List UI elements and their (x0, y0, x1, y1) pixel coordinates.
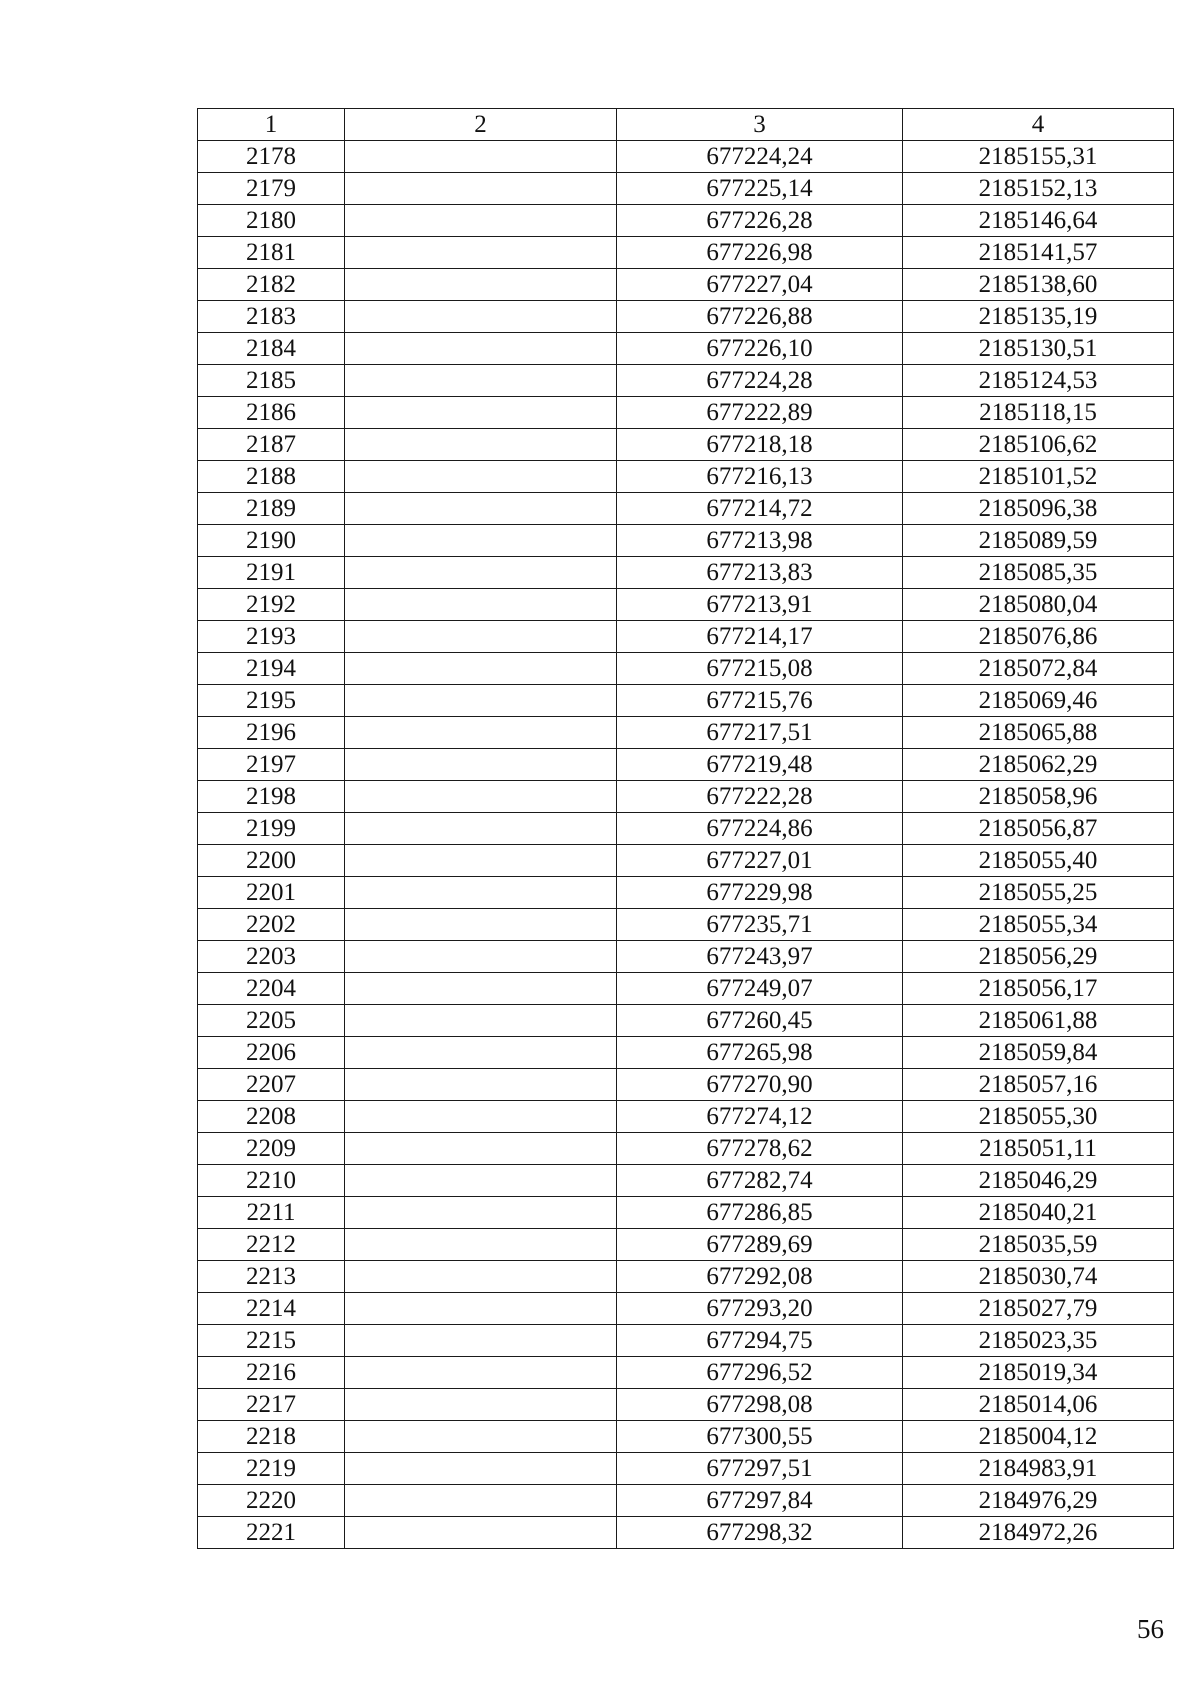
table-header (198, 109, 1174, 141)
table-cell-col-1: 2193 (198, 621, 345, 653)
table-cell-col-2 (345, 1453, 617, 1485)
table-row (198, 909, 1174, 941)
table-cell-col-3: 677282,74 (617, 1165, 903, 1197)
table-cell-col-2 (345, 781, 617, 813)
table-cell-col-1: 2207 (198, 1069, 345, 1101)
table-cell-col-2 (345, 1069, 617, 1101)
table-cell-col-4: 2185059,84 (903, 1037, 1174, 1069)
table-cell-col-2 (345, 877, 617, 909)
table-cell-col-1: 2191 (198, 557, 345, 589)
table-cell-col-3: 677225,14 (617, 173, 903, 205)
table-cell-col-3: 677296,52 (617, 1357, 903, 1389)
table-cell-col-2 (345, 1229, 617, 1261)
table-row (198, 781, 1174, 813)
table-cell-col-1: 2183 (198, 301, 345, 333)
page-number: 56 (1137, 1614, 1164, 1644)
table-row (198, 653, 1174, 685)
table-cell-col-4: 2185155,31 (903, 141, 1174, 173)
table-row (198, 333, 1174, 365)
table-cell-col-1: 2195 (198, 685, 345, 717)
table-cell-col-2 (345, 973, 617, 1005)
table-row (198, 1261, 1174, 1293)
table-cell-col-4: 2185014,06 (903, 1389, 1174, 1421)
table-cell-col-1: 2209 (198, 1133, 345, 1165)
table-cell-col-3: 677213,91 (617, 589, 903, 621)
table-row (198, 1293, 1174, 1325)
table-cell-col-4: 2185061,88 (903, 1005, 1174, 1037)
table-cell-col-2 (345, 653, 617, 685)
table-cell-col-2 (345, 429, 617, 461)
table-cell-col-3: 677293,20 (617, 1293, 903, 1325)
table-cell-col-2 (345, 269, 617, 301)
table-cell-col-2 (345, 333, 617, 365)
table-row (198, 557, 1174, 589)
table-cell-col-3: 677222,28 (617, 781, 903, 813)
table-cell-col-4: 2185040,21 (903, 1197, 1174, 1229)
table-cell-col-1: 2217 (198, 1389, 345, 1421)
table-cell-col-2 (345, 557, 617, 589)
header-col-2: 2 (345, 109, 617, 141)
table-cell-col-2 (345, 1261, 617, 1293)
table-cell-col-4: 2185152,13 (903, 173, 1174, 205)
table-cell-col-3: 677216,13 (617, 461, 903, 493)
table-row (198, 365, 1174, 397)
table-cell-col-1: 2221 (198, 1517, 345, 1549)
table-cell-col-1: 2187 (198, 429, 345, 461)
table-row (198, 685, 1174, 717)
table-cell-col-4: 2185146,64 (903, 205, 1174, 237)
table-row (198, 141, 1174, 173)
table-cell-col-1: 2197 (198, 749, 345, 781)
table-cell-col-1: 2211 (198, 1197, 345, 1229)
table-cell-col-1: 2214 (198, 1293, 345, 1325)
table-row (198, 749, 1174, 781)
table-cell-col-3: 677222,89 (617, 397, 903, 429)
table-cell-col-1: 2206 (198, 1037, 345, 1069)
table-cell-col-3: 677214,72 (617, 493, 903, 525)
table-row (198, 525, 1174, 557)
table-cell-col-3: 677226,10 (617, 333, 903, 365)
table-cell-col-1: 2219 (198, 1453, 345, 1485)
table-row (198, 1037, 1174, 1069)
table-cell-col-2 (345, 717, 617, 749)
table-row (198, 1229, 1174, 1261)
table-cell-col-3: 677298,08 (617, 1389, 903, 1421)
table-cell-col-2 (345, 1133, 617, 1165)
table-cell-col-1: 2192 (198, 589, 345, 621)
table-row (198, 1517, 1174, 1549)
table-cell-col-4: 2185106,62 (903, 429, 1174, 461)
table-cell-col-1: 2180 (198, 205, 345, 237)
table-cell-col-3: 677224,24 (617, 141, 903, 173)
table-cell-col-2 (345, 1517, 617, 1549)
table-cell-col-1: 2182 (198, 269, 345, 301)
table-cell-col-1: 2200 (198, 845, 345, 877)
table-cell-col-2 (345, 749, 617, 781)
table-cell-col-2 (345, 397, 617, 429)
table-cell-col-3: 677292,08 (617, 1261, 903, 1293)
header-col-3: 3 (617, 109, 903, 141)
table-cell-col-2 (345, 1421, 617, 1453)
table-cell-col-3: 677215,08 (617, 653, 903, 685)
table-cell-col-3: 677227,04 (617, 269, 903, 301)
table-cell-col-1: 2184 (198, 333, 345, 365)
table-cell-col-4: 2185055,30 (903, 1101, 1174, 1133)
table-cell-col-1: 2178 (198, 141, 345, 173)
table-cell-col-4: 2185019,34 (903, 1357, 1174, 1389)
table-row (198, 493, 1174, 525)
table-row (198, 205, 1174, 237)
table-cell-col-4: 2185055,40 (903, 845, 1174, 877)
table-row (198, 941, 1174, 973)
table-cell-col-2 (345, 1357, 617, 1389)
table-cell-col-2 (345, 685, 617, 717)
table-cell-col-4: 2185080,04 (903, 589, 1174, 621)
table-cell-col-4: 2185056,29 (903, 941, 1174, 973)
table-cell-col-1: 2203 (198, 941, 345, 973)
table-cell-col-4: 2184983,91 (903, 1453, 1174, 1485)
table-row (198, 877, 1174, 909)
table-cell-col-4: 2185027,79 (903, 1293, 1174, 1325)
table-cell-col-1: 2216 (198, 1357, 345, 1389)
table-cell-col-4: 2185056,17 (903, 973, 1174, 1005)
table-row (198, 589, 1174, 621)
table-cell-col-3: 677224,86 (617, 813, 903, 845)
table-cell-col-3: 677289,69 (617, 1229, 903, 1261)
table-cell-col-2 (345, 173, 617, 205)
table-cell-col-3: 677226,98 (617, 237, 903, 269)
table-cell-col-1: 2190 (198, 525, 345, 557)
table-cell-col-4: 2185055,34 (903, 909, 1174, 941)
table-cell-col-4: 2185135,19 (903, 301, 1174, 333)
table-cell-col-2 (345, 1165, 617, 1197)
table-cell-col-2 (345, 205, 617, 237)
table-cell-col-2 (345, 845, 617, 877)
table-cell-col-2 (345, 525, 617, 557)
table-cell-col-3: 677249,07 (617, 973, 903, 1005)
table-row (198, 1005, 1174, 1037)
table-cell-col-2 (345, 237, 617, 269)
table-row (198, 1357, 1174, 1389)
table-cell-col-2 (345, 461, 617, 493)
table-cell-col-1: 2198 (198, 781, 345, 813)
table-cell-col-3: 677298,32 (617, 1517, 903, 1549)
table-row (198, 973, 1174, 1005)
table-cell-col-1: 2189 (198, 493, 345, 525)
table-cell-col-1: 2185 (198, 365, 345, 397)
table-cell-col-3: 677286,85 (617, 1197, 903, 1229)
table-cell-col-4: 2185089,59 (903, 525, 1174, 557)
table-cell-col-3: 677217,51 (617, 717, 903, 749)
table-cell-col-3: 677227,01 (617, 845, 903, 877)
table-cell-col-1: 2220 (198, 1485, 345, 1517)
table-cell-col-4: 2185055,25 (903, 877, 1174, 909)
table-cell-col-1: 2204 (198, 973, 345, 1005)
table-cell-col-3: 677270,90 (617, 1069, 903, 1101)
table-cell-col-3: 677265,98 (617, 1037, 903, 1069)
table-cell-col-1: 2186 (198, 397, 345, 429)
table-cell-col-2 (345, 1037, 617, 1069)
table-cell-col-4: 2185118,15 (903, 397, 1174, 429)
table-cell-col-2 (345, 909, 617, 941)
table-cell-col-3: 677235,71 (617, 909, 903, 941)
table-row (198, 1069, 1174, 1101)
table-cell-col-4: 2185138,60 (903, 269, 1174, 301)
table-cell-col-2 (345, 813, 617, 845)
table-cell-col-4: 2185004,12 (903, 1421, 1174, 1453)
table-cell-col-3: 677214,17 (617, 621, 903, 653)
table-row (198, 301, 1174, 333)
table-row (198, 1165, 1174, 1197)
coordinates-table (197, 108, 1174, 1549)
table-cell-col-1: 2199 (198, 813, 345, 845)
table-cell-col-4: 2184972,26 (903, 1517, 1174, 1549)
table-cell-col-4: 2185062,29 (903, 749, 1174, 781)
table-cell-col-3: 677226,88 (617, 301, 903, 333)
table-cell-col-1: 2194 (198, 653, 345, 685)
table-cell-col-4: 2185141,57 (903, 237, 1174, 269)
table-body (198, 141, 1174, 1549)
table-cell-col-4: 2185101,52 (903, 461, 1174, 493)
table-cell-col-2 (345, 941, 617, 973)
table-cell-col-3: 677226,28 (617, 205, 903, 237)
table-cell-col-1: 2218 (198, 1421, 345, 1453)
table-cell-col-1: 2201 (198, 877, 345, 909)
table-cell-col-1: 2215 (198, 1325, 345, 1357)
table-cell-col-2 (345, 621, 617, 653)
table-cell-col-3: 677224,28 (617, 365, 903, 397)
table-cell-col-3: 677278,62 (617, 1133, 903, 1165)
table-cell-col-4: 2185035,59 (903, 1229, 1174, 1261)
table-cell-col-4: 2185056,87 (903, 813, 1174, 845)
table-row (198, 1325, 1174, 1357)
table-cell-col-3: 677219,48 (617, 749, 903, 781)
table-cell-col-2 (345, 493, 617, 525)
table-row (198, 1485, 1174, 1517)
table-cell-col-2 (345, 1005, 617, 1037)
table-cell-col-1: 2196 (198, 717, 345, 749)
table-cell-col-2 (345, 1197, 617, 1229)
table-cell-col-4: 2185065,88 (903, 717, 1174, 749)
table-cell-col-3: 677260,45 (617, 1005, 903, 1037)
header-col-4: 4 (903, 109, 1174, 141)
table-cell-col-4: 2184976,29 (903, 1485, 1174, 1517)
table-cell-col-1: 2179 (198, 173, 345, 205)
table-cell-col-3: 677274,12 (617, 1101, 903, 1133)
table-cell-col-1: 2188 (198, 461, 345, 493)
table-cell-col-4: 2185069,46 (903, 685, 1174, 717)
table-cell-col-1: 2210 (198, 1165, 345, 1197)
table-cell-col-3: 677213,98 (617, 525, 903, 557)
table-cell-col-3: 677297,84 (617, 1485, 903, 1517)
table-cell-col-4: 2185130,51 (903, 333, 1174, 365)
header-row (198, 109, 1174, 141)
table-cell-col-4: 2185124,53 (903, 365, 1174, 397)
table-cell-col-1: 2212 (198, 1229, 345, 1261)
table-cell-col-4: 2185096,38 (903, 493, 1174, 525)
table-cell-col-2 (345, 1389, 617, 1421)
table-row (198, 1133, 1174, 1165)
table-cell-col-2 (345, 365, 617, 397)
table-cell-col-2 (345, 1101, 617, 1133)
table-row (198, 621, 1174, 653)
table-cell-col-3: 677218,18 (617, 429, 903, 461)
table-cell-col-2 (345, 301, 617, 333)
table-cell-col-2 (345, 1325, 617, 1357)
table-row (198, 1197, 1174, 1229)
table-row (198, 429, 1174, 461)
table-cell-col-3: 677297,51 (617, 1453, 903, 1485)
header-col-1: 1 (198, 109, 345, 141)
table-cell-col-4: 2185058,96 (903, 781, 1174, 813)
table-row (198, 845, 1174, 877)
table-cell-col-4: 2185076,86 (903, 621, 1174, 653)
table-cell-col-1: 2202 (198, 909, 345, 941)
table-row (198, 173, 1174, 205)
table-cell-col-4: 2185085,35 (903, 557, 1174, 589)
table-row (198, 813, 1174, 845)
table-cell-col-4: 2185072,84 (903, 653, 1174, 685)
table-cell-col-2 (345, 1485, 617, 1517)
table-row (198, 1389, 1174, 1421)
table-cell-col-4: 2185046,29 (903, 1165, 1174, 1197)
table-row (198, 717, 1174, 749)
table-row (198, 269, 1174, 301)
table-row (198, 1453, 1174, 1485)
table-cell-col-1: 2208 (198, 1101, 345, 1133)
table-row (198, 461, 1174, 493)
table-cell-col-3: 677243,97 (617, 941, 903, 973)
table-cell-col-3: 677215,76 (617, 685, 903, 717)
table-cell-col-4: 2185057,16 (903, 1069, 1174, 1101)
table-row (198, 1421, 1174, 1453)
table-cell-col-3: 677294,75 (617, 1325, 903, 1357)
table-cell-col-2 (345, 1293, 617, 1325)
table-cell-col-3: 677229,98 (617, 877, 903, 909)
table-cell-col-4: 2185030,74 (903, 1261, 1174, 1293)
table-cell-col-1: 2205 (198, 1005, 345, 1037)
table-row (198, 1101, 1174, 1133)
table-cell-col-3: 677300,55 (617, 1421, 903, 1453)
table-cell-col-2 (345, 141, 617, 173)
table-cell-col-3: 677213,83 (617, 557, 903, 589)
table-cell-col-4: 2185051,11 (903, 1133, 1174, 1165)
table-cell-col-1: 2181 (198, 237, 345, 269)
table-cell-col-2 (345, 589, 617, 621)
table-row (198, 397, 1174, 429)
table-cell-col-1: 2213 (198, 1261, 345, 1293)
table-cell-col-4: 2185023,35 (903, 1325, 1174, 1357)
table-row (198, 237, 1174, 269)
